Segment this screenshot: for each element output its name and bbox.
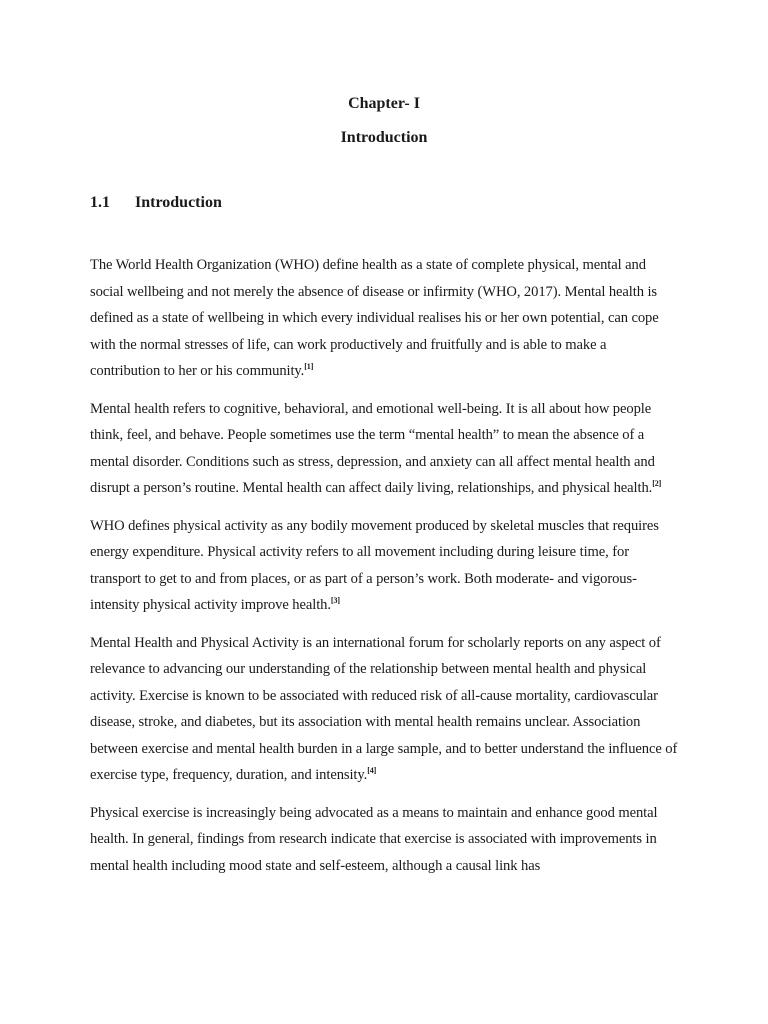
chapter-title: Chapter- I: [348, 95, 420, 112]
citation-ref: [2]: [652, 479, 662, 489]
paragraph: [90, 396, 680, 502]
paragraph-text: Physical exercise is increasingly being advocated as a means to maintain and enhance good mental health. In general, findings from research indicate that exercise is associated with improvements in mental health including mood state and self-esteem, although a causal link has: [90, 804, 658, 874]
section-title: Introduction: [135, 194, 222, 211]
paragraph: [90, 252, 680, 385]
paragraph: [90, 800, 680, 880]
body-text: [90, 252, 680, 890]
paragraph: [90, 630, 680, 789]
section-heading: [90, 192, 222, 214]
citation-ref: [1]: [304, 362, 314, 372]
section-number: 1.1: [90, 194, 110, 211]
paragraph-text: The World Health Organization (WHO) define health as a state of complete physical, mental and social wellbeing and not merely the absence of disease or infirmity (WHO, 2017). Mental health is defined as a state of wellbeing in which every individual realises his or her own potential, can cope with the normal stresses of life, can work productively and fruitfully and is able to make a contribution to her or his community.: [90, 257, 659, 379]
paragraph-text: Mental Health and Physical Activity is an international forum for scholarly reports on any aspect of relevance to advancing our understanding of the relationship between mental health and physical activity. Exercise is known to be associated with reduced risk of all-cause mortality, cardiovascular disease, stroke, and diabetes, but its association with mental health remains unclear. Association between exercise and mental health burden in a large sample, and to better understand the influence of exercise type, frequency, duration, and intensity.: [90, 634, 678, 783]
citation-ref: [4]: [367, 766, 377, 776]
chapter-subtitle: Introduction: [340, 129, 428, 146]
paragraph-text: WHO defines physical activity as any bodily movement produced by skeletal muscles that requires energy expenditure. Physical activity refers to all movement including during leisure time, for transport to get to and from places, or as part of a person’s work. Both moderate- and vigorous-intensity physical activity improve health.: [90, 517, 659, 613]
paragraph: [90, 513, 680, 619]
paragraph-text: Mental health refers to cognitive, behavioral, and emotional well-being. It is all about how people think, feel, and behave. People sometimes use the term “mental health” to mean the absence of a mental disorder. Conditions such as stress, depression, and anxiety can all affect mental health and disrupt a person’s routine. Mental health can affect daily living, relationships, and physical health.: [90, 400, 655, 496]
citation-ref: [3]: [330, 596, 340, 606]
